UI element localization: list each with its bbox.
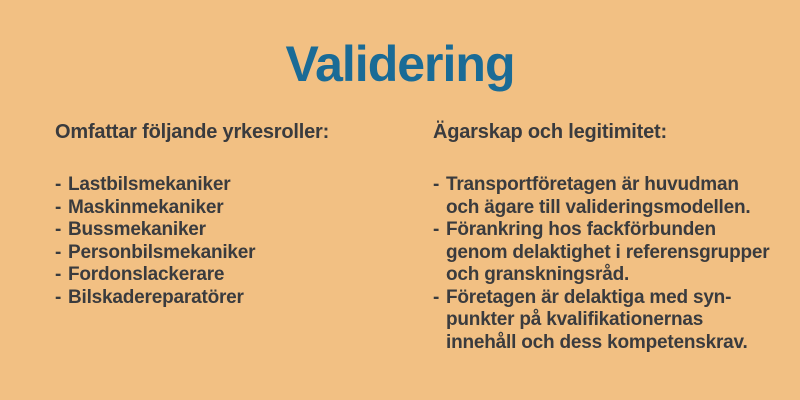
bullet-line: genom delaktighet i referensgrupper (446, 241, 770, 263)
list-item (55, 219, 405, 242)
ownership-bullets (433, 174, 781, 354)
bullet-line: och granskningsråd. (446, 264, 630, 285)
role-label: Bilskadereparatörer (68, 286, 244, 308)
bullet-line: Företagen är delaktiga med syn- (446, 286, 732, 308)
dash-bullet: - (55, 286, 62, 308)
role-label: Fordonslackerare (68, 264, 225, 285)
bullet-item (433, 174, 781, 219)
bullet-text (446, 174, 781, 219)
roles-list (55, 174, 405, 309)
left-column (55, 120, 405, 309)
right-column-heading: Ägarskap och legitimitet: (433, 121, 667, 143)
role-label: Lastbilsmekaniker (68, 174, 231, 195)
list-item (55, 242, 405, 265)
dash-bullet: - (55, 196, 62, 218)
list-item (55, 287, 405, 310)
left-column-heading: Omfattar följande yrkesroller: (55, 121, 330, 143)
right-column (433, 120, 781, 354)
bullet-line: innehåll och dess kompetenskrav. (446, 331, 748, 353)
dash-bullet: - (433, 174, 440, 195)
role-label: Maskinmekaniker (68, 196, 224, 218)
list-item (55, 174, 405, 197)
list-item (55, 197, 405, 220)
dash-bullet: - (433, 219, 440, 240)
list-item (55, 264, 405, 287)
bullet-item (433, 287, 781, 355)
bullet-line: Förankring hos fackförbunden (446, 219, 716, 240)
dash-bullet: - (55, 219, 62, 240)
dash-bullet: - (55, 174, 62, 195)
role-label: Personbilsmekaniker (68, 241, 256, 263)
dash-bullet: - (55, 264, 62, 285)
role-label: Bussmekaniker (68, 219, 206, 240)
dash-bullet: - (433, 286, 440, 308)
bullet-item (433, 219, 781, 287)
bullet-line: Transportföretagen är huvudman (446, 174, 739, 195)
bullet-text (446, 287, 781, 355)
bullet-line: och ägare till valideringsmodellen. (446, 196, 751, 218)
slide-title: Validering (285, 36, 515, 92)
bullet-text (446, 219, 781, 287)
dash-bullet: - (55, 241, 62, 263)
bullet-line: punkter på kvalifikationernas (446, 309, 704, 330)
